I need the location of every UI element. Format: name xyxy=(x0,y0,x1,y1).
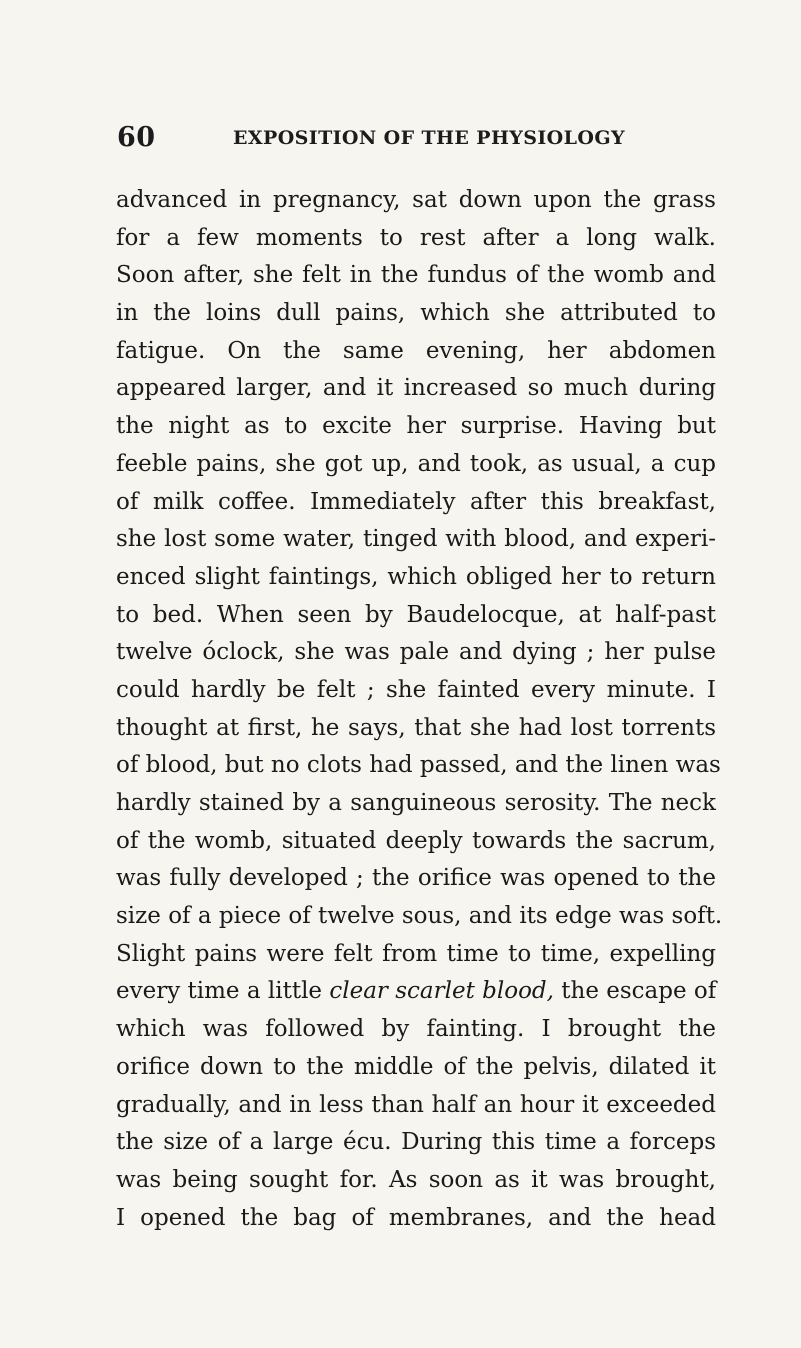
page-header xyxy=(117,122,717,156)
text-line: size of a piece of twelve sous, and its edge was soft. xyxy=(116,903,723,930)
text-line: I opened the bag of membranes, and the head xyxy=(116,1204,716,1231)
body-text xyxy=(116,182,723,1237)
text-line: fatigue. On the same evening, her abdomen xyxy=(116,337,716,364)
text-line: the night as to excite her surprise. Having but xyxy=(116,413,716,440)
text-segment: every time a little xyxy=(116,978,323,1005)
text-line: hardly stained by a sanguineous serosity. The neck xyxy=(116,790,716,816)
text-line: thought at first, he says, that she had lost torrents xyxy=(116,714,716,741)
text-line: of the womb, situated deeply towards the sacrum, xyxy=(116,827,716,854)
text-line: in the loins dull pains, which she attributed to xyxy=(116,300,716,327)
text-line: the size of a large écu. During this time a forceps xyxy=(116,1129,716,1156)
text-line: gradually, and in less than half an hour it exceeded xyxy=(116,1091,716,1118)
text-line-with-italic xyxy=(116,973,716,1011)
text-line: enced slight faintings, which obliged her to return xyxy=(116,563,716,590)
text-line: Slight pains were felt from time to time, expelling xyxy=(116,940,716,967)
text-line: to bed. When seen by Baudelocque, at half-past xyxy=(116,601,716,628)
text-line: she lost some water, tinged with blood, and experi- xyxy=(116,526,716,553)
text-line: could hardly be felt ; she fainted every minute. I xyxy=(116,676,716,703)
text-line: twelve óclock, she was pale and dying ; her pulse xyxy=(116,639,716,666)
text-line: orifice down to the middle of the pelvis, dilated it xyxy=(116,1053,716,1080)
page-number: 60 xyxy=(117,122,156,153)
text-line: was being sought for. As soon as it was brought, xyxy=(116,1166,716,1193)
text-line: for a few moments to rest after a long walk. xyxy=(116,224,716,251)
text-line: appeared larger, and it increased so much during xyxy=(116,375,716,402)
text-line: which was followed by fainting. I brought the xyxy=(116,1016,716,1043)
text-line: advanced in pregnancy, sat down upon the grass xyxy=(116,187,716,213)
text-line: was fully developed ; the orifice was opened to the xyxy=(116,865,716,892)
text-line: feeble pains, she got up, and took, as usual, a cup xyxy=(116,450,716,477)
text-line: of blood, but no clots had passed, and the linen was xyxy=(116,752,721,779)
running-head: EXPOSITION OF THE PHYSIOLOGY xyxy=(233,127,625,149)
text-line: Soon after, she felt in the fundus of the womb and xyxy=(116,262,716,289)
text-segment: the escape of xyxy=(561,978,717,1005)
text-line: of milk coffee. Immediately after this breakfast, xyxy=(116,488,716,515)
italic-phrase: clear scarlet blood, xyxy=(329,978,554,1005)
